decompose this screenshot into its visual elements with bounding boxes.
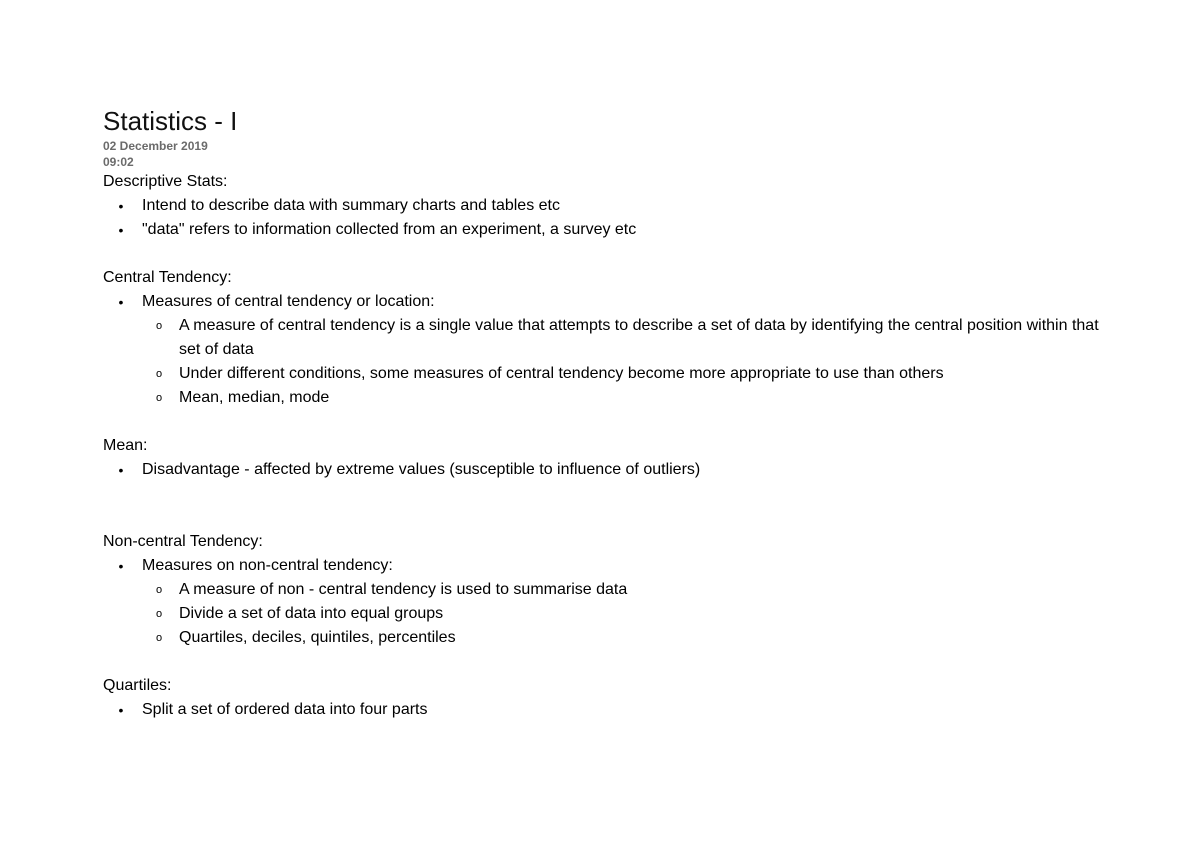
section-central-tendency [103, 266, 1103, 410]
note-date: 02 December 2019 [103, 139, 208, 153]
section-heading: Quartiles: [103, 677, 172, 694]
spacer [103, 482, 1103, 530]
bullet-list [103, 458, 1103, 482]
circle-bullet-icon: o [155, 584, 163, 596]
sub-list-item [142, 602, 1099, 626]
spacer [103, 410, 1103, 434]
bullet-icon: • [118, 702, 124, 718]
spacer [103, 242, 1103, 266]
list-item-text: Measures on non-central tendency: [142, 557, 393, 574]
sub-list-item-text: A measure of non - central tendency is used to summarise data [179, 581, 628, 598]
list-item-text: Disadvantage - affected by extreme values (susceptible to influence of outliers) [142, 461, 701, 478]
bullet-icon: • [118, 462, 124, 478]
section-non-central-tendency [103, 530, 1103, 650]
spacer [103, 650, 1103, 674]
list-item [103, 218, 1103, 242]
section-heading: Descriptive Stats: [103, 173, 228, 190]
section-heading: Non-central Tendency: [103, 533, 263, 550]
bullet-list [103, 290, 1103, 410]
list-item [103, 290, 1103, 410]
sub-bullet-list [142, 314, 1103, 410]
page-title: Statistics - I [103, 106, 238, 136]
section-descriptive [103, 170, 1103, 242]
circle-bullet-icon: o [155, 392, 163, 404]
bullet-list [103, 194, 1103, 242]
list-item-text: "data" refers to information collected from an experiment, a survey etc [142, 221, 637, 238]
sub-list-item [142, 314, 1099, 362]
note-time: 09:02 [103, 155, 134, 169]
sub-list-item-text: Quartiles, deciles, quintiles, percentiles [179, 629, 456, 646]
sub-list-item-text: Under different conditions, some measures of central tendency become more appropriate to use than others [179, 365, 944, 382]
sub-list-item-text: Divide a set of data into equal groups [179, 605, 444, 622]
section-heading: Central Tendency: [103, 269, 232, 286]
bullet-icon: • [118, 222, 124, 238]
sub-list-item [142, 626, 1099, 650]
bullet-list [103, 698, 1103, 722]
circle-bullet-icon: o [155, 320, 163, 332]
sub-list-item-text: A measure of central tendency is a single value that attempts to describe a set of data by identifying the central position within that set of data [179, 317, 1099, 358]
bullet-icon: • [118, 558, 124, 574]
list-item [103, 554, 1103, 650]
sub-bullet-list [142, 578, 1103, 650]
section-mean [103, 434, 1103, 482]
sub-list-item-text: Mean, median, mode [179, 389, 330, 406]
note-page [103, 106, 1103, 722]
sub-list-item [142, 362, 1099, 386]
circle-bullet-icon: o [155, 608, 163, 620]
bullet-list [103, 554, 1103, 650]
list-item [103, 698, 1103, 722]
list-item [103, 194, 1103, 218]
list-item [103, 458, 1103, 482]
section-heading: Mean: [103, 437, 148, 454]
section-quartiles [103, 674, 1103, 722]
bullet-icon: • [118, 198, 124, 214]
sub-list-item [142, 578, 1099, 602]
circle-bullet-icon: o [155, 632, 163, 644]
list-item-text: Split a set of ordered data into four parts [142, 701, 428, 718]
circle-bullet-icon: o [155, 368, 163, 380]
sub-list-item [142, 386, 1099, 410]
list-item-text: Intend to describe data with summary charts and tables etc [142, 197, 560, 214]
bullet-icon: • [118, 294, 124, 310]
list-item-text: Measures of central tendency or location: [142, 293, 435, 310]
